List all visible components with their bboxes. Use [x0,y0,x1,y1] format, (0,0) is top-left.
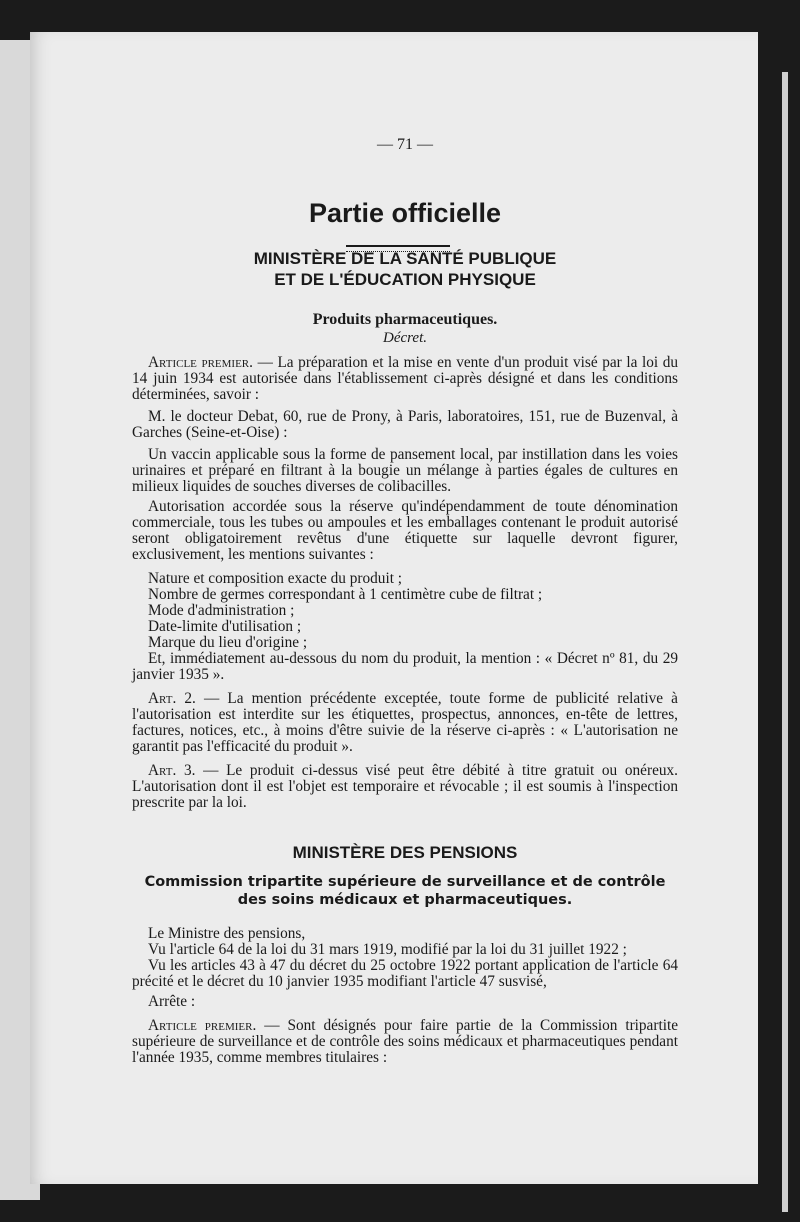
list-item: Date-limite d'utilisation ; [148,618,302,635]
list-final-mention: Et, immédiatement au-dessous du nom du produit, la mention : « Décret nº 81, du 29 janvier 1935 ». [132,650,678,683]
list-item: Nature et composition exacte du produit ; [148,570,403,587]
debat-paragraph: M. le docteur Debat, 60, rue de Prony, à Paris, laboratoires, 151, rue de Buzenval, à Garches (Seine-et-Oise) : [132,408,678,441]
ministry-pensions-heading: MINISTÈRE DES PENSIONS [292,843,518,862]
ministry-heading-line1: MINISTÈRE DE LA SANTÉ PUBLIQUE [253,249,557,268]
article-2-paragraph [132,691,678,755]
commission-heading-line2: des soins médicaux et pharmaceutiques. [237,892,573,908]
page-number: — 71 — [377,136,433,153]
vu-article-64: Vu l'article 64 de la loi du 31 mars 1919, modifié par la loi du 31 juillet 1922 ; [148,941,627,958]
commission-heading-line1: Commission tripartite supérieure de surveillance et de contrôle [144,874,666,890]
minister-intro: Le Ministre des pensions, [148,925,306,942]
article-3-paragraph [132,763,678,811]
article-1-paragraph [132,355,678,403]
ministry-heading-line2: ET DE L'ÉDUCATION PHYSIQUE [274,270,536,289]
document-page [30,32,758,1184]
article-2-label: Art. 2. [148,690,196,707]
article-3-text: — Le produit ci-dessus visé peut être débité à titre gratuit ou onéreux. L'autorisation dont il est l'objet est temporaire et révocable ; il est soumis à l'inspection prescrite par la loi. [132,762,678,811]
mentions-list [148,571,678,651]
autorisation-paragraph: Autorisation accordée sous la réserve qu'indépendamment de toute dénomination commerciale, tous les tubes ou ampoules et les emballages contenant le produit autorisé seront obligatoirement revêtus d'une étiquette sur laquelle devront figurer, exclusivement, les mentions suivantes : [132,498,678,563]
arrete-label: Arrête : [148,993,196,1010]
page-title: Partie officielle [308,198,502,228]
list-item: Nombre de germes correspondant à 1 centimètre cube de filtrat ; [148,586,543,603]
vu-articles-43-47: Vu les articles 43 à 47 du décret du 25 octobre 1922 portant application de l'article 64 précité et le décret du 10 janvier 1935 modifiant l'article 47 susvisé, [132,957,678,990]
section-subheading: Décret. [382,330,427,346]
article-3-label: Art. 3. [148,762,196,779]
page-edge [782,72,788,1212]
list-item: Marque du lieu d'origine ; [148,634,308,651]
pensions-article-1-text: — Sont désignés pour faire partie de la Commission tripartite supérieure de surveillance et de contrôle des soins médicaux et pharmaceutiques pendant l'année 1935, comme membres titulaires : [132,1017,678,1066]
pensions-article-1-label: Article premier. [148,1017,257,1034]
article-1-text: — La préparation et la mise en vente d'un produit visé par la loi du 14 juin 1934 est autorisée dans l'établissement ci-après désigné et dans les conditions déterminées, savoir : [132,354,678,403]
vaccin-paragraph: Un vaccin applicable sous la forme de pansement local, par instillation dans les voies urinaires et préparé en filtrant à la bougie un mélange à parties égales de cultures en milieux liquides de souches diverses de colibacilles. [132,446,678,495]
article-2-text: — La mention précédente exceptée, toute forme de publicité relative à l'autorisation est interdite sur les étiquettes, prospectus, annonces, en-tête de lettres, factures, notices, etc., à moins d'être suivie de la réserve ci-après : « L'autorisation ne garantit pas l'efficacité du produit ». [132,690,678,755]
article-1-label: Article premier. [148,354,253,371]
pensions-article-1-paragraph [132,1018,678,1066]
list-item: Mode d'administration ; [148,602,295,619]
section-heading: Produits pharmaceutiques. [312,311,498,328]
